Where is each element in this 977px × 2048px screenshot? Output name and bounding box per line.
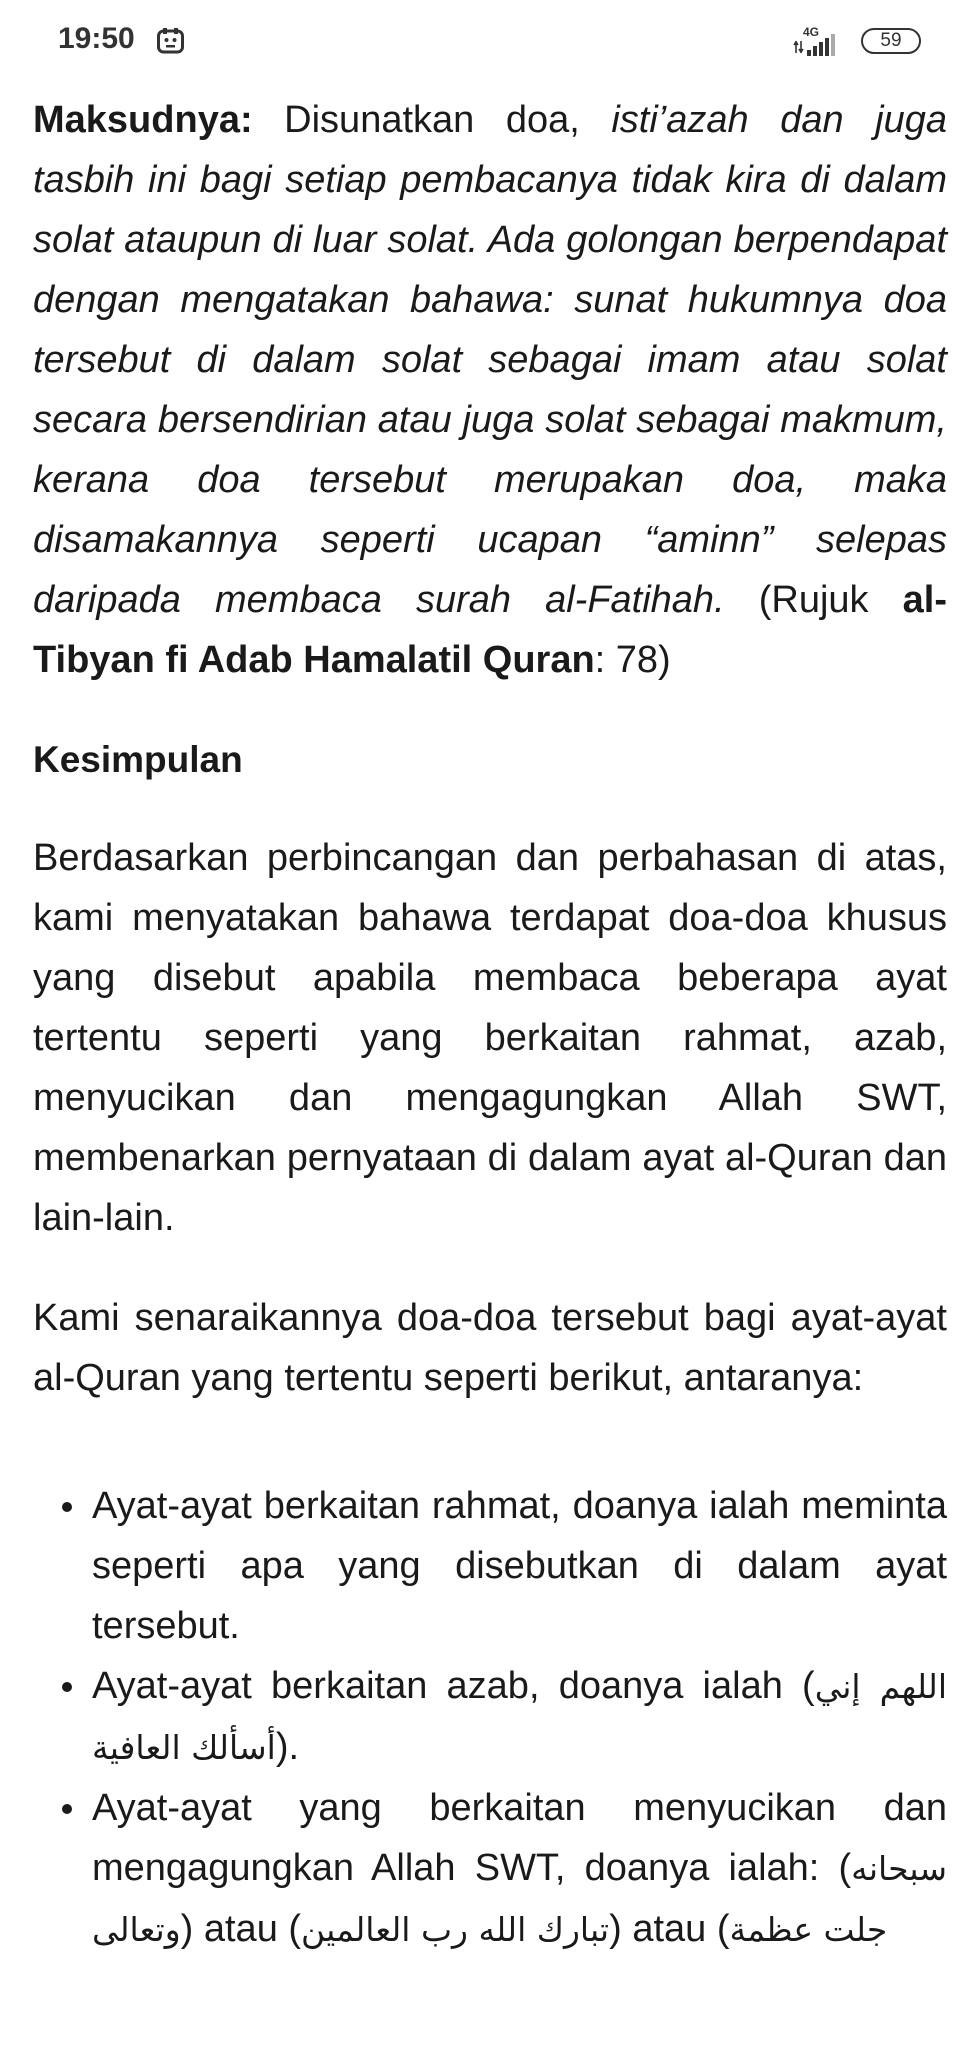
explanation-italic: isti’azah dan juga tasbih ini bagi setiap pembacanya tidak kira di dalam solat ataupun di luar solat. Ada golongan berpendapat dengan mengatakan bahawa: sunat hukumnya doa tersebut di dalam solat sebagai imam atau solat secara bersendirian atau juga solat sebagai makmum, kerana doa tersebut merupakan doa, maka disamakannya seperti ucapan “aminn” selepas daripada membaca surah al-Fatihah. [33, 99, 947, 621]
app-notification-icon [157, 28, 184, 54]
status-bar [0, 0, 977, 88]
section-heading: Kesimpulan [33, 739, 243, 780]
explanation-paragraph [33, 90, 947, 690]
list-item [33, 1778, 947, 1960]
list-intro-paragraph: Kami senaraikannya doa-doa tersebut bagi ayat-ayat al-Quran yang tertentu seperti berikut, antaranya: [33, 1297, 947, 1399]
reference-close: : 78) [594, 639, 671, 681]
battery-level: 59 [880, 30, 902, 51]
network-label: 4G [803, 25, 820, 39]
bullet-text-tasbih: Ayat-ayat yang berkaitan menyucikan dan mengagungkan Allah SWT, doanya ialah: ( [92, 1787, 947, 1889]
article-content [33, 90, 947, 1960]
arabic-doa-subhanahu: سبحانه وتعالى [92, 1849, 947, 1949]
signal-icon [793, 24, 845, 58]
bullet-atau-1: ) atau ( [180, 1908, 302, 1950]
reference-open: (Rujuk [724, 579, 903, 621]
reference-title: al-Tibyan fi Adab Hamalatil Quran [33, 579, 948, 681]
arabic-doa-tabaraka: تبارك الله رب العالمين [301, 1910, 610, 1949]
bullet-text-azab: Ayat-ayat berkaitan azab, doanya ialah ( [92, 1665, 815, 1707]
list-item [33, 1656, 947, 1778]
bullet-close-azab: ). [275, 1726, 300, 1768]
doa-list [33, 1476, 947, 1960]
status-time: 19:50 [58, 22, 135, 55]
explanation-lead: Disunatkan doa, [252, 99, 612, 141]
battery-icon [861, 28, 921, 54]
arabic-doa-azab: اللهم إني أسألك العافية [92, 1667, 947, 1767]
conclusion-paragraph: Berdasarkan perbincangan dan perbahasan di atas, kami menyatakan bahawa terdapat doa-doa khusus yang disebut apabila membaca beberapa ayat tertentu seperti yang berkaitan rahmat, azab, menyucikan dan mengagungkan Allah SWT, membenarkan pernyataan di dalam ayat al-Quran dan lain-lain. [33, 837, 947, 1239]
bullet-atau-2: ) atau ( [609, 1908, 730, 1950]
bullet-text-rahmat: Ayat-ayat berkaitan rahmat, doanya ialah meminta seperti apa yang disebutkan di dalam ayat tersebut. [92, 1485, 947, 1647]
list-item [33, 1476, 947, 1656]
explanation-label: Maksudnya: [33, 99, 253, 141]
arabic-doa-jallat: جلت عظمة [729, 1910, 888, 1949]
